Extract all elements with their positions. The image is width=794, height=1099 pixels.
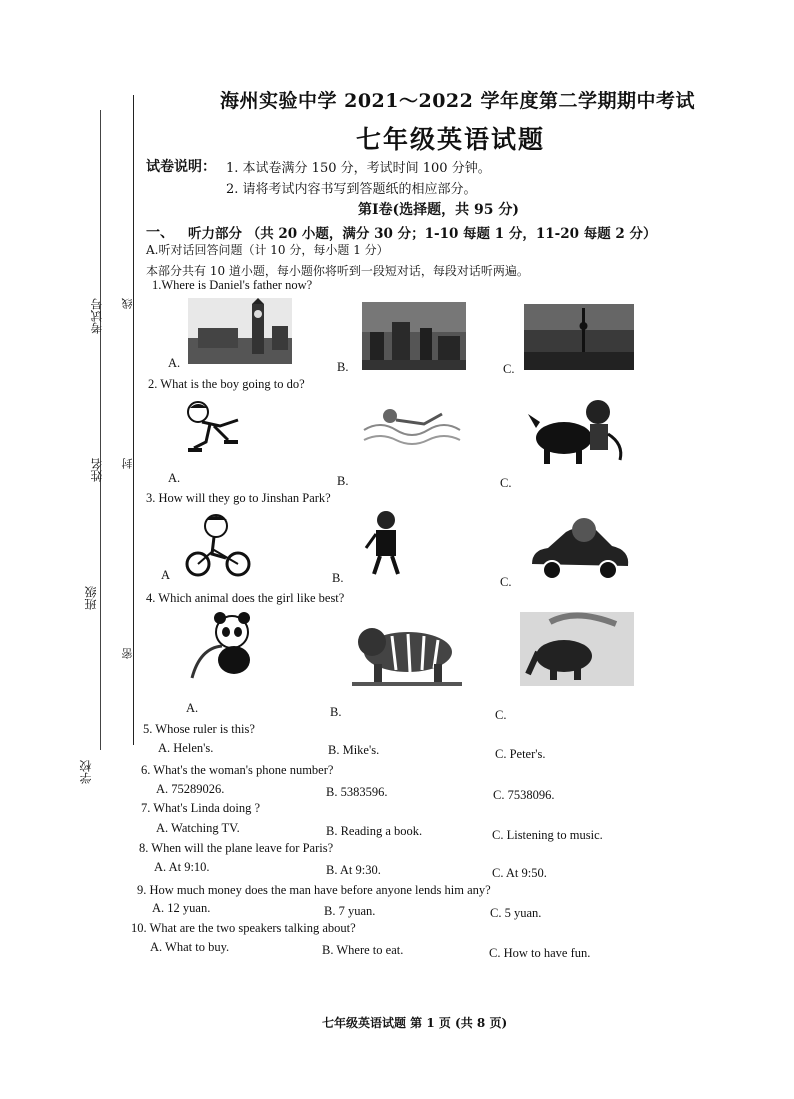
question-10: 10. What are the two speakers talking about? xyxy=(131,921,356,935)
question-4: 4. Which animal does the girl like best? xyxy=(146,591,345,605)
question-5: 5. Whose ruler is this? xyxy=(143,722,255,736)
boy-walking-icon xyxy=(362,510,412,578)
boy-with-horse-icon xyxy=(524,394,634,468)
line-word: 线 xyxy=(121,298,134,309)
boy-on-bike-icon xyxy=(182,512,254,578)
question-6: 6. What's the woman's phone number? xyxy=(141,763,334,777)
q5-option-b: B. Mike's. xyxy=(328,743,380,757)
section-number: 一、 xyxy=(146,225,174,241)
question-7: 7. What's Linda doing ? xyxy=(141,801,261,815)
page-footer: 七年级英语试题 第 1 页 (共 8 页) xyxy=(322,1016,508,1030)
q8-option-a: A. At 9:10. xyxy=(154,860,210,874)
q2-option-c: C. xyxy=(500,476,512,490)
q10-option-b: B. Where to eat. xyxy=(322,943,404,957)
q3-option-c: C. xyxy=(500,575,512,589)
q6-option-a: A. 75289026. xyxy=(156,782,225,796)
elephant-icon xyxy=(520,612,634,686)
q3-option-a: A xyxy=(161,568,171,582)
question-3: 3. How will they go to Jinshan Park? xyxy=(146,491,331,505)
part-a-desc: 本部分共有 10 道小题，每小题你将听到一段短对话，每段对话听两遍。 xyxy=(146,264,529,278)
q9-option-b: B. 7 yuan. xyxy=(324,904,376,918)
question-2: 2. What is the boy going to do? xyxy=(148,377,305,391)
q1-option-b: B. xyxy=(337,360,349,374)
school-label: 学校 xyxy=(79,760,93,784)
name-label: 姓名 xyxy=(90,458,104,482)
question-1: 1.Where is Daniel's father now? xyxy=(152,278,313,292)
section-title: 听力部分 （共 20 小题，满分 30 分；1-10 每题 1 分，11-20 每题 2 分） xyxy=(188,226,657,242)
tiger-icon xyxy=(352,614,462,688)
q4-option-a: A. xyxy=(186,701,199,715)
question-9: 9. How much money does the man have before anyone lends him any? xyxy=(137,883,491,897)
london-big-ben-icon xyxy=(188,298,292,364)
question-8: 8. When will the plane leave for Paris? xyxy=(139,841,334,855)
q7-option-b: B. Reading a book. xyxy=(326,824,423,838)
q1-option-a: A. xyxy=(168,356,181,370)
q5-option-a: A. Helen's. xyxy=(158,741,214,755)
city-skyline-icon xyxy=(362,302,466,370)
q9-option-c: C. 5 yuan. xyxy=(490,906,542,920)
class-label: 班级 xyxy=(84,586,98,610)
dense-word: 密 xyxy=(121,648,134,659)
boy-swimming-icon xyxy=(360,400,462,452)
q3-option-b: B. xyxy=(332,571,344,585)
q4-option-c: C. xyxy=(495,708,507,722)
subject-title: 七年级英语试题 xyxy=(356,125,546,154)
q7-option-c: C. Listening to music. xyxy=(492,828,603,842)
q2-option-a: A. xyxy=(168,471,181,485)
q7-option-a: A. Watching TV. xyxy=(156,821,240,835)
boy-skating-icon xyxy=(180,398,252,456)
seal-word: 封 xyxy=(121,458,134,469)
panda-icon xyxy=(182,608,272,680)
q8-option-c: C. At 9:50. xyxy=(492,866,547,880)
q2-option-b: B. xyxy=(337,474,349,488)
q10-option-c: C. How to have fun. xyxy=(489,946,591,960)
instructions-label: 试卷说明： xyxy=(146,159,216,175)
name-fill-line xyxy=(100,110,101,750)
q6-option-b: B. 5383596. xyxy=(326,785,388,799)
car-icon xyxy=(526,510,634,584)
q6-option-c: C. 7538096. xyxy=(493,788,555,802)
q10-option-a: A. What to buy. xyxy=(150,940,230,954)
school-title: 海州实验中学 2021～2022 学年度第二学期期中考试 xyxy=(220,90,695,112)
q4-option-b: B. xyxy=(330,705,342,719)
instruction-2: 2. 请将考试内容书写到答题纸的相应部分。 xyxy=(226,182,477,197)
exam-no-label: 考试号 xyxy=(90,298,104,334)
tower-cityscape-icon xyxy=(524,304,634,370)
q5-option-c: C. Peter's. xyxy=(495,747,546,761)
q9-option-a: A. 12 yuan. xyxy=(152,901,211,915)
instruction-1: 1. 本试卷满分 150 分，考试时间 100 分钟。 xyxy=(226,161,491,176)
q1-option-c: C. xyxy=(503,362,515,376)
q8-option-b: B. At 9:30. xyxy=(326,863,381,877)
part-a-title: A.听对话回答问题（计 10 分，每小题 1 分） xyxy=(146,243,389,257)
volume-title: 第Ⅰ卷(选择题，共 95 分) xyxy=(358,202,520,218)
